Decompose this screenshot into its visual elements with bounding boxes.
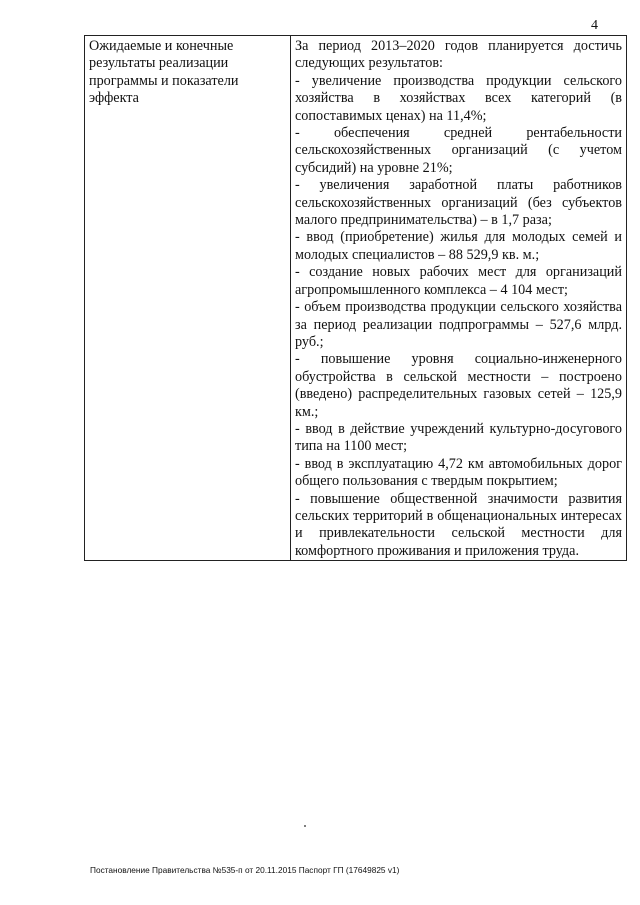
row-label-cell xyxy=(85,36,291,561)
row-label: Ожидаемые и конечные результаты реализации программы и показатели эффекта xyxy=(89,38,239,107)
row-content-cell xyxy=(291,36,627,561)
scan-dot xyxy=(304,825,306,827)
results-intro: За период 2013–2020 годов планируется достичь следующих результатов: xyxy=(295,38,622,72)
result-item: - ввод (приобретение) жилья для молодых семей и молодых специалистов – 88 529,9 кв. м.; xyxy=(295,229,622,263)
result-item: - ввод в действие учреждений культурно-досугового типа на 1100 мест; xyxy=(295,420,622,455)
result-item: - обеспечения средней рентабельности сельскохозяйственных организаций (с учетом субсидий) на уровне 21%; xyxy=(295,125,622,176)
result-item: - повышение уровня социально-инженерного обустройства в сельской местности – построено (введено) распределительных газовых сетей – 125,9 км.; xyxy=(295,351,622,420)
passport-table xyxy=(84,35,627,561)
result-item: - увеличение производства продукции сельского хозяйства в хозяйствах всех категорий (в сопоставимых ценах) на 11,4%; xyxy=(295,72,622,124)
result-item: - создание новых рабочих мест для организаций агропромышленного комплекса – 4 104 мест; xyxy=(295,264,622,298)
result-item: - увеличения заработной платы работников сельскохозяйственных организаций (без субъектов малого предпринимательства) – в 1,7 раза; xyxy=(295,177,622,229)
table-row xyxy=(85,36,627,561)
page-number: 4 xyxy=(591,18,598,33)
result-item: - повышение общественной значимости развития сельских территорий в общенациональных интересах и привлекательности сельской местности для комфортного проживания и приложения труда. xyxy=(295,490,622,559)
result-item: - ввод в эксплуатацию 4,72 км автомобильных дорог общего пользования с твердым покрытием; xyxy=(295,455,622,490)
result-item: - объем производства продукции сельского хозяйства за период реализации подпрограммы – 527,6 млрд. руб.; xyxy=(295,299,622,350)
document-footer: Постановление Правительства №535-п от 20.11.2015 Паспорт ГП (17649825 v1) xyxy=(90,865,400,875)
